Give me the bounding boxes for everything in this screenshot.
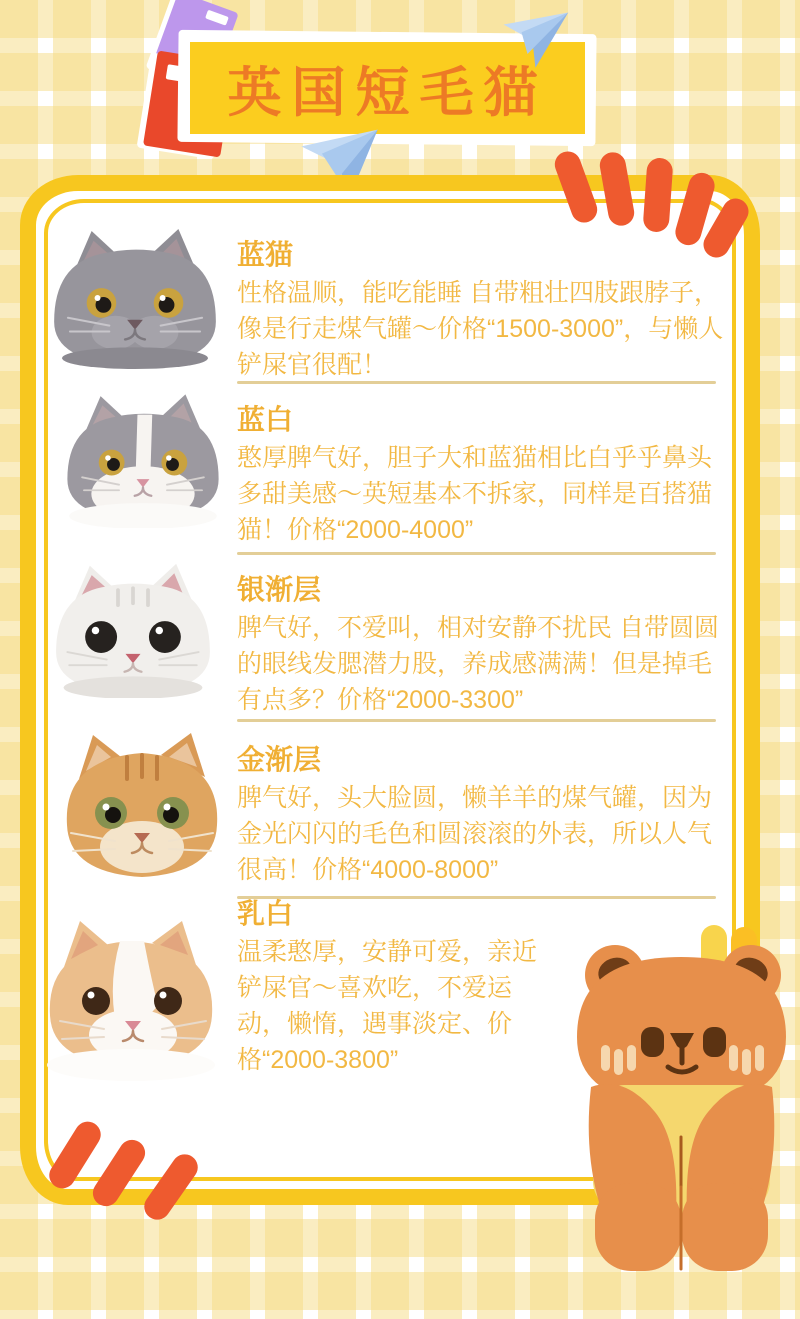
golden-cat-illustration (57, 727, 227, 885)
cat-name: 金渐层 (237, 744, 322, 775)
cat-photo-golden (57, 727, 227, 885)
paper-plane-icon (495, 0, 572, 71)
book-label (205, 10, 229, 26)
cat-photo-cream (40, 913, 223, 1081)
section-divider (237, 552, 716, 555)
cat-description: 性格温顺，能吃能睡 自带粗壮四肢跟脖子，像是行走煤气罐～价格“1500-3000”，与懒人铲屎官很配！ (237, 279, 724, 380)
cat-section-silver (237, 575, 729, 718)
cat-section-golden (237, 745, 727, 888)
cat-description: 温柔憨厚，安静可爱，亲近铲屎官～喜欢吃，不爱运动，懒惰，遇事淡定、价格“2000-3800” (237, 938, 538, 1075)
cat-description: 脾气好，不爱叫，相对安静不扰民 自带圆圆的眼线发腮潜力股，养成感满满！但是掉毛有点多？价格“2000-3300” (237, 614, 719, 715)
cat-name: 蓝猫 (237, 239, 294, 270)
poster-title: 英国短毛猫 (227, 62, 548, 123)
cream-cat-illustration (40, 913, 223, 1081)
blue-cat-illustration (45, 227, 225, 370)
cat-photo-blue (45, 227, 225, 370)
section-divider (237, 381, 716, 384)
silver-cat-illustration (43, 562, 223, 698)
cat-description: 憨厚脾气好，胆子大和蓝猫相比白乎乎鼻头多甜美感～英短基本不拆家，同样是百搭猫猫！价格“2000-4000” (237, 444, 713, 545)
cat-section-blue-white (237, 405, 727, 548)
blue-white-cat-illustration (60, 387, 226, 528)
bear-illustration (563, 925, 800, 1275)
cat-name: 银渐层 (237, 574, 322, 605)
cat-description: 脾气好，头大脸圆，懒羊羊的煤气罐，因为金光闪闪的毛色和圆滚滚的外表，所以人气很高！价格“4000-8000” (237, 784, 713, 885)
brush-stroke-mark (642, 157, 673, 233)
cat-photo-blue-white (60, 387, 226, 528)
cat-name: 乳白 (237, 898, 294, 929)
cat-photo-silver (43, 562, 223, 698)
section-divider (237, 719, 716, 722)
cat-section-cream (237, 899, 549, 1078)
cat-section-blue (237, 240, 727, 383)
cat-name: 蓝白 (237, 404, 294, 435)
